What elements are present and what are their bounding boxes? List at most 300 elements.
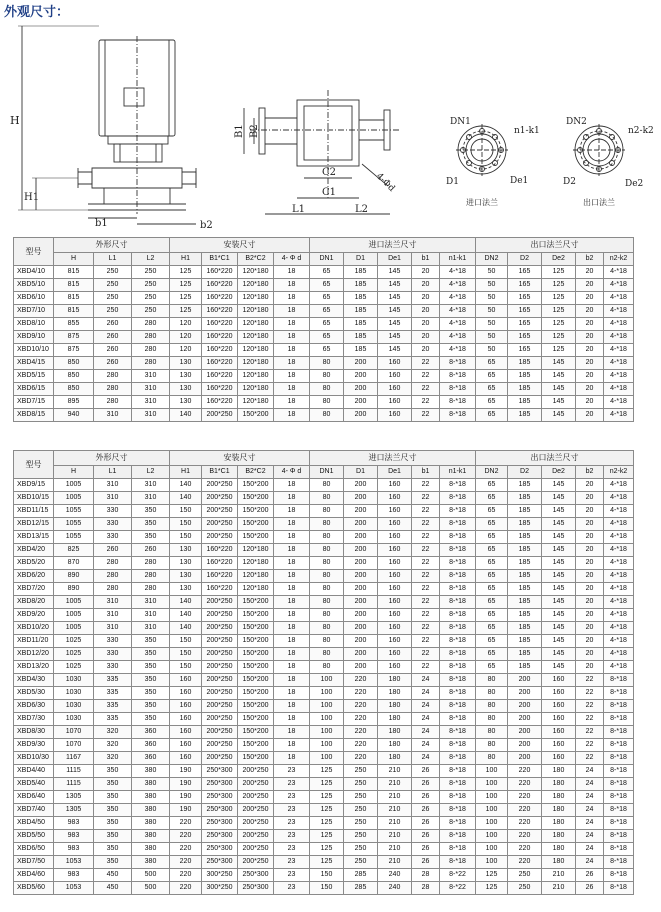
table-row (14, 622, 634, 635)
value-cell: 855 (54, 318, 94, 331)
table-row (14, 713, 634, 726)
value-cell: 65 (310, 292, 344, 305)
value-cell: 65 (476, 544, 508, 557)
value-cell: 140 (170, 492, 202, 505)
value-cell: 120*180 (238, 357, 274, 370)
value-cell: 210 (378, 843, 412, 856)
value-cell: 220 (508, 856, 542, 869)
value-cell: 280 (94, 370, 132, 383)
value-cell: 1030 (54, 713, 94, 726)
value-cell: 260 (94, 357, 132, 370)
value-cell: 200*250 (202, 531, 238, 544)
value-cell: 145 (378, 318, 412, 331)
value-cell: 165 (508, 318, 542, 331)
value-cell: 24 (412, 674, 440, 687)
value-cell: 8-*18 (440, 479, 476, 492)
value-cell: 125 (542, 344, 576, 357)
column-header: D2 (508, 253, 542, 266)
inlet-flange-caption: 进口法兰 (466, 198, 498, 207)
model-cell: XBD7/10 (14, 305, 54, 318)
value-cell: 125 (542, 279, 576, 292)
value-cell: 18 (274, 583, 310, 596)
value-cell: 185 (344, 344, 378, 357)
value-cell: 18 (274, 726, 310, 739)
value-cell: 22 (412, 396, 440, 409)
column-header: DN2 (476, 466, 508, 479)
value-cell: 8-*18 (604, 739, 634, 752)
value-cell: 200 (344, 505, 378, 518)
value-cell: 24 (576, 791, 604, 804)
value-cell: 4-*18 (440, 318, 476, 331)
value-cell: 65 (476, 596, 508, 609)
value-cell: 125 (310, 778, 344, 791)
value-cell: 18 (274, 635, 310, 648)
value-cell: 160 (542, 713, 576, 726)
value-cell: 100 (476, 765, 508, 778)
value-cell: 20 (576, 292, 604, 305)
table-row (14, 409, 634, 422)
value-cell: 23 (274, 869, 310, 882)
value-cell: 335 (94, 700, 132, 713)
value-cell: 1005 (54, 622, 94, 635)
value-cell: 1115 (54, 765, 94, 778)
value-cell: 125 (170, 266, 202, 279)
value-cell: 160*220 (202, 583, 238, 596)
value-cell: 185 (508, 661, 542, 674)
value-cell: 350 (94, 856, 132, 869)
value-cell: 100 (310, 713, 344, 726)
value-cell: 250*300 (238, 882, 274, 895)
value-cell: 18 (274, 622, 310, 635)
value-cell: 200 (344, 609, 378, 622)
value-cell: 200*250 (202, 726, 238, 739)
value-cell: 80 (476, 687, 508, 700)
value-cell: 250 (344, 817, 378, 830)
value-cell: 80 (476, 752, 508, 765)
value-cell: 380 (132, 817, 170, 830)
label-l2: L2 (355, 204, 369, 215)
label-4-phi-d: 4-Φd (373, 171, 397, 194)
value-cell: 8-*18 (440, 531, 476, 544)
value-cell: 65 (476, 531, 508, 544)
value-cell: 4-*18 (604, 292, 634, 305)
value-cell: 23 (274, 843, 310, 856)
model-cell: XBD8/15 (14, 409, 54, 422)
label-n2-k2: n2-k2 (628, 126, 654, 136)
value-cell: 160 (170, 752, 202, 765)
table-row (14, 305, 634, 318)
table-row (14, 331, 634, 344)
value-cell: 185 (508, 570, 542, 583)
value-cell: 120*180 (238, 266, 274, 279)
value-cell: 185 (508, 609, 542, 622)
value-cell: 200*250 (238, 856, 274, 869)
value-cell: 8-*18 (604, 791, 634, 804)
value-cell: 4-*18 (604, 266, 634, 279)
value-cell: 250 (94, 305, 132, 318)
value-cell: 180 (542, 856, 576, 869)
value-cell: 150*200 (238, 596, 274, 609)
value-cell: 22 (412, 531, 440, 544)
value-cell: 23 (274, 817, 310, 830)
value-cell: 4-*18 (604, 357, 634, 370)
value-cell: 185 (508, 518, 542, 531)
model-cell: XBD5/40 (14, 778, 54, 791)
column-header: H1 (170, 253, 202, 266)
value-cell: 20 (576, 266, 604, 279)
value-cell: 200*250 (202, 479, 238, 492)
value-cell: 100 (310, 752, 344, 765)
value-cell: 160 (170, 713, 202, 726)
label-b2-top: B2 (249, 124, 260, 138)
value-cell: 65 (476, 518, 508, 531)
column-header: n1-k1 (440, 253, 476, 266)
value-cell: 165 (508, 292, 542, 305)
value-cell: 160 (378, 583, 412, 596)
value-cell: 160 (378, 409, 412, 422)
value-cell: 145 (542, 357, 576, 370)
model-cell: XBD7/30 (14, 713, 54, 726)
value-cell: 130 (170, 383, 202, 396)
value-cell: 22 (412, 409, 440, 422)
table-row (14, 609, 634, 622)
value-cell: 20 (576, 409, 604, 422)
value-cell: 125 (310, 830, 344, 843)
label-l1: L1 (292, 204, 306, 215)
model-cell: XBD10/20 (14, 622, 54, 635)
value-cell: 310 (132, 609, 170, 622)
value-cell: 300*250 (202, 869, 238, 882)
model-cell: XBD4/40 (14, 765, 54, 778)
model-cell: XBD8/10 (14, 318, 54, 331)
table-row (14, 687, 634, 700)
value-cell: 310 (132, 370, 170, 383)
model-cell: XBD5/15 (14, 370, 54, 383)
value-cell: 8-*18 (440, 609, 476, 622)
value-cell: 330 (94, 635, 132, 648)
value-cell: 310 (132, 596, 170, 609)
value-cell: 150*200 (238, 700, 274, 713)
table-row (14, 505, 634, 518)
value-cell: 380 (132, 765, 170, 778)
value-cell: 18 (274, 557, 310, 570)
column-header: B1*C1 (202, 466, 238, 479)
table-2-body (14, 479, 634, 895)
table-row (14, 843, 634, 856)
value-cell: 8-*18 (440, 383, 476, 396)
column-header: b2 (576, 253, 604, 266)
value-cell: 150 (170, 648, 202, 661)
value-cell: 310 (94, 409, 132, 422)
value-cell: 140 (170, 609, 202, 622)
value-cell: 120 (170, 318, 202, 331)
value-cell: 130 (170, 583, 202, 596)
value-cell: 100 (476, 778, 508, 791)
value-cell: 80 (476, 739, 508, 752)
value-cell: 22 (576, 739, 604, 752)
value-cell: 160*220 (202, 318, 238, 331)
value-cell: 160*220 (202, 292, 238, 305)
value-cell: 200 (508, 713, 542, 726)
column-header: B1*C1 (202, 253, 238, 266)
dimension-table-1 (13, 237, 634, 422)
header-outline-dims: 外形尺寸 (54, 451, 170, 466)
value-cell: 200 (344, 661, 378, 674)
header-model: 型号 (14, 238, 54, 266)
value-cell: 350 (94, 791, 132, 804)
value-cell: 4-*18 (604, 648, 634, 661)
value-cell: 200 (344, 409, 378, 422)
value-cell: 150*200 (238, 609, 274, 622)
table-row (14, 557, 634, 570)
model-cell: XBD4/10 (14, 266, 54, 279)
value-cell: 22 (412, 661, 440, 674)
value-cell: 18 (274, 531, 310, 544)
value-cell: 350 (132, 648, 170, 661)
value-cell: 65 (476, 409, 508, 422)
label-dn1: DN1 (450, 117, 471, 127)
column-header: H1 (170, 466, 202, 479)
value-cell: 145 (542, 622, 576, 635)
value-cell: 125 (310, 843, 344, 856)
label-d2: D2 (563, 177, 576, 187)
value-cell: 4-*18 (604, 492, 634, 505)
value-cell: 80 (310, 557, 344, 570)
value-cell: 160 (378, 635, 412, 648)
column-header: 4- Φ d (274, 466, 310, 479)
value-cell: 23 (274, 830, 310, 843)
value-cell: 4-*18 (604, 622, 634, 635)
value-cell: 220 (344, 726, 378, 739)
value-cell: 140 (170, 409, 202, 422)
value-cell: 120*180 (238, 344, 274, 357)
value-cell: 280 (132, 331, 170, 344)
value-cell: 65 (476, 622, 508, 635)
label-c1: C1 (322, 187, 337, 198)
table-row (14, 804, 634, 817)
value-cell: 210 (378, 830, 412, 843)
value-cell: 4-*18 (440, 305, 476, 318)
value-cell: 120*180 (238, 305, 274, 318)
value-cell: 200 (344, 396, 378, 409)
value-cell: 260 (94, 331, 132, 344)
value-cell: 500 (132, 882, 170, 895)
value-cell: 20 (412, 266, 440, 279)
value-cell: 22 (412, 479, 440, 492)
value-cell: 160*220 (202, 305, 238, 318)
value-cell: 250 (344, 804, 378, 817)
value-cell: 125 (310, 856, 344, 869)
value-cell: 80 (310, 357, 344, 370)
value-cell: 200*250 (202, 687, 238, 700)
value-cell: 8-*18 (440, 492, 476, 505)
value-cell: 1070 (54, 726, 94, 739)
value-cell: 8-*18 (604, 804, 634, 817)
table-row (14, 830, 634, 843)
value-cell: 250*300 (202, 791, 238, 804)
value-cell: 250*300 (202, 804, 238, 817)
value-cell: 65 (476, 570, 508, 583)
value-cell: 80 (476, 713, 508, 726)
value-cell: 18 (274, 266, 310, 279)
value-cell: 160 (378, 531, 412, 544)
column-header: b1 (412, 253, 440, 266)
table-row (14, 492, 634, 505)
value-cell: 28 (412, 869, 440, 882)
model-cell: XBD7/50 (14, 856, 54, 869)
table-row (14, 396, 634, 409)
value-cell: 200*250 (202, 700, 238, 713)
column-header: DN2 (476, 253, 508, 266)
value-cell: 22 (412, 635, 440, 648)
value-cell: 24 (412, 687, 440, 700)
model-cell: XBD6/20 (14, 570, 54, 583)
value-cell: 320 (94, 726, 132, 739)
value-cell: 350 (94, 804, 132, 817)
value-cell: 145 (542, 383, 576, 396)
value-cell: 310 (132, 409, 170, 422)
value-cell: 26 (412, 804, 440, 817)
value-cell: 18 (274, 318, 310, 331)
value-cell: 160 (378, 479, 412, 492)
value-cell: 200*250 (238, 830, 274, 843)
value-cell: 185 (344, 279, 378, 292)
value-cell: 65 (476, 609, 508, 622)
value-cell: 23 (274, 778, 310, 791)
value-cell: 22 (412, 570, 440, 583)
table-row (14, 344, 634, 357)
value-cell: 80 (310, 622, 344, 635)
value-cell: 4-*18 (604, 596, 634, 609)
value-cell: 8-*18 (440, 596, 476, 609)
value-cell: 20 (576, 570, 604, 583)
column-header: DN1 (310, 466, 344, 479)
label-dn2: DN2 (566, 117, 587, 127)
value-cell: 1305 (54, 791, 94, 804)
value-cell: 8-*18 (604, 830, 634, 843)
value-cell: 8-*18 (440, 583, 476, 596)
value-cell: 24 (576, 856, 604, 869)
value-cell: 125 (310, 804, 344, 817)
value-cell: 8-*18 (440, 557, 476, 570)
value-cell: 250*300 (202, 856, 238, 869)
value-cell: 65 (476, 357, 508, 370)
value-cell: 20 (576, 479, 604, 492)
table-row (14, 266, 634, 279)
value-cell: 165 (508, 344, 542, 357)
value-cell: 220 (170, 830, 202, 843)
value-cell: 145 (378, 305, 412, 318)
value-cell: 18 (274, 383, 310, 396)
value-cell: 870 (54, 557, 94, 570)
value-cell: 210 (542, 869, 576, 882)
value-cell: 22 (412, 596, 440, 609)
value-cell: 22 (412, 544, 440, 557)
value-cell: 24 (412, 713, 440, 726)
value-cell: 4-*18 (604, 396, 634, 409)
value-cell: 20 (576, 279, 604, 292)
value-cell: 26 (412, 830, 440, 843)
value-cell: 4-*18 (604, 479, 634, 492)
inlet-flange-drawing (456, 124, 508, 176)
dimension-table-2 (13, 450, 634, 895)
value-cell: 24 (576, 830, 604, 843)
value-cell: 145 (542, 492, 576, 505)
value-cell: 130 (170, 357, 202, 370)
value-cell: 185 (508, 492, 542, 505)
value-cell: 160*220 (202, 331, 238, 344)
value-cell: 145 (378, 266, 412, 279)
value-cell: 160 (378, 396, 412, 409)
value-cell: 26 (412, 791, 440, 804)
value-cell: 65 (310, 305, 344, 318)
value-cell: 260 (94, 318, 132, 331)
value-cell: 8-*18 (604, 713, 634, 726)
value-cell: 8-*22 (440, 882, 476, 895)
value-cell: 24 (412, 700, 440, 713)
value-cell: 145 (542, 661, 576, 674)
value-cell: 180 (378, 700, 412, 713)
value-cell: 20 (576, 492, 604, 505)
value-cell: 4-*18 (604, 344, 634, 357)
value-cell: 80 (310, 570, 344, 583)
value-cell: 50 (476, 318, 508, 331)
value-cell: 260 (94, 344, 132, 357)
value-cell: 8-*18 (440, 505, 476, 518)
value-cell: 200 (344, 583, 378, 596)
value-cell: 200 (344, 557, 378, 570)
value-cell: 8-*18 (440, 570, 476, 583)
value-cell: 65 (310, 344, 344, 357)
value-cell: 8-*18 (604, 674, 634, 687)
column-header: L1 (94, 253, 132, 266)
value-cell: 4-*18 (604, 318, 634, 331)
value-cell: 160 (378, 492, 412, 505)
value-cell: 150*200 (238, 752, 274, 765)
value-cell: 18 (274, 609, 310, 622)
label-b2: b2 (200, 220, 213, 231)
value-cell: 360 (132, 726, 170, 739)
value-cell: 20 (576, 557, 604, 570)
value-cell: 250 (94, 292, 132, 305)
value-cell: 20 (412, 305, 440, 318)
value-cell: 4-*18 (604, 531, 634, 544)
table-row (14, 479, 634, 492)
value-cell: 500 (132, 869, 170, 882)
value-cell: 250 (132, 266, 170, 279)
value-cell: 983 (54, 830, 94, 843)
value-cell: 200 (508, 700, 542, 713)
value-cell: 200*250 (202, 635, 238, 648)
value-cell: 180 (378, 687, 412, 700)
value-cell: 18 (274, 305, 310, 318)
value-cell: 140 (170, 622, 202, 635)
value-cell: 200 (344, 622, 378, 635)
value-cell: 220 (170, 817, 202, 830)
value-cell: 160 (378, 609, 412, 622)
value-cell: 22 (412, 648, 440, 661)
value-cell: 200 (344, 531, 378, 544)
model-cell: XBD4/30 (14, 674, 54, 687)
value-cell: 150*200 (238, 409, 274, 422)
value-cell: 18 (274, 344, 310, 357)
model-cell: XBD5/20 (14, 557, 54, 570)
value-cell: 180 (542, 765, 576, 778)
value-cell: 350 (132, 635, 170, 648)
value-cell: 20 (412, 318, 440, 331)
value-cell: 200*250 (202, 739, 238, 752)
value-cell: 8-*18 (440, 357, 476, 370)
